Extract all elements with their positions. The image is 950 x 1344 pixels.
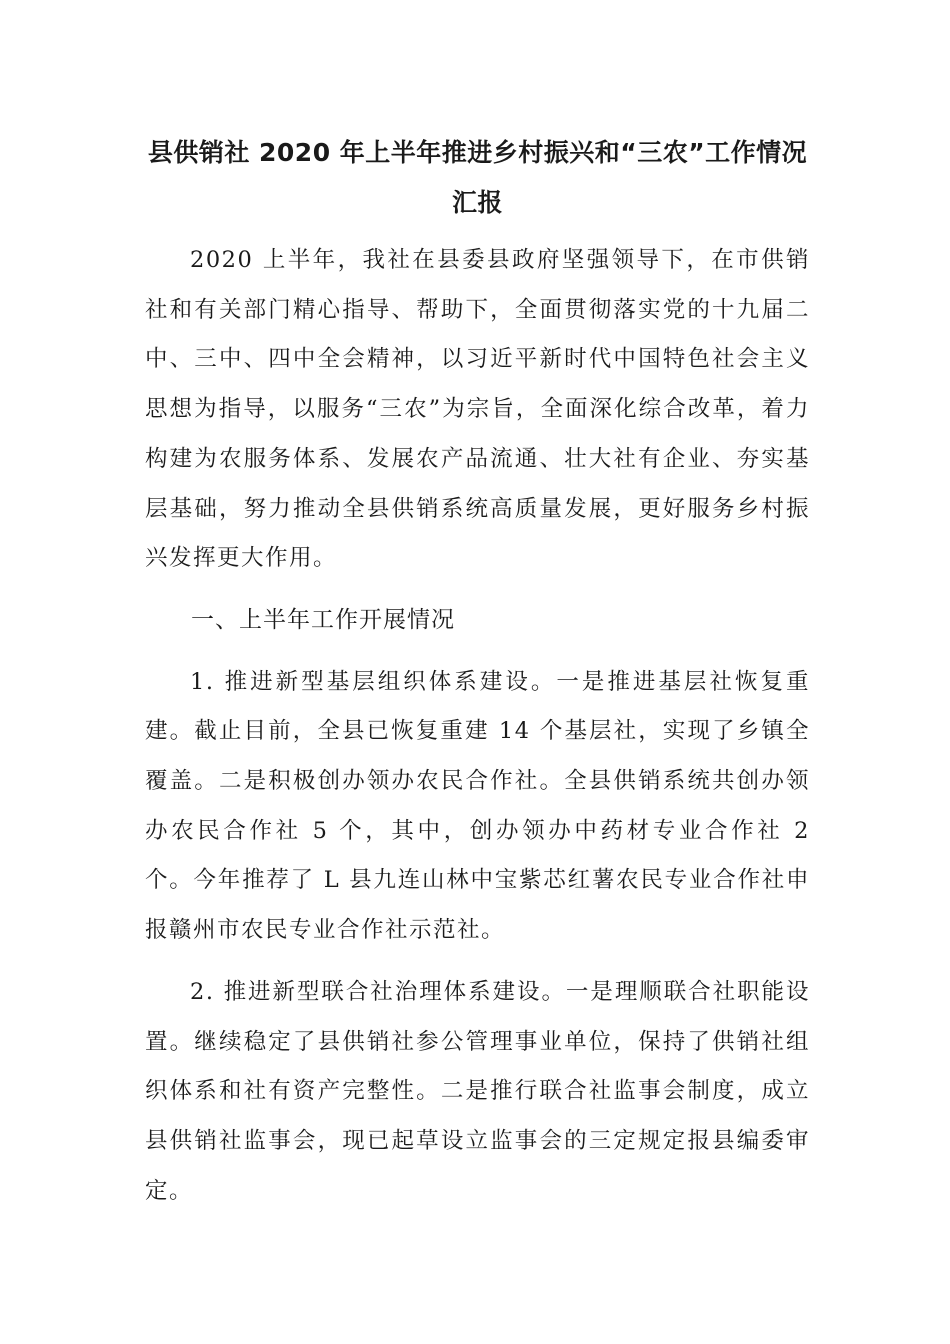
item-paragraph-2: 2. 推进新型联合社治理体系建设。一是理顺联合社职能设置。继续稳定了县供销社参公管理事业单位，保持了供销社组织体系和社有资产完整性。二是推行联合社监事会制度，成立县供销社监事会，现已起草设立监事会的三定规定报县编委审定。 — [145, 978, 810, 1204]
section-heading-1: 一、上半年工作开展情况 — [191, 606, 455, 633]
document-body — [145, 128, 810, 1216]
item-paragraph-1: 1. 推进新型基层组织体系建设。一是推进基层社恢复重建。截止目前，全县已恢复重建 14 个基层社，实现了乡镇全覆盖。二是积极创办领办农民合作社。全县供销系统共创办领办农民合作社 5 个，其中，创办领办中药材专业合作社 2 个。今年推荐了 L 县九连山林中宝紫芯红薯农民专业合作社申报赣州市农民专业合作社示范社。 — [145, 668, 810, 944]
title-line-1: 县供销社 2020 年上半年推进乡村振兴和“三农”工作情况 — [147, 138, 808, 167]
title-line-2: 汇报 — [451, 188, 503, 217]
document-title — [145, 128, 810, 228]
intro-paragraph: 2020 上半年，我社在县委县政府坚强领导下，在市供销社和有关部门精心指导、帮助下，全面贯彻落实党的十九届二中、三中、四中全会精神，以习近平新时代中国特色社会主义思想为指导，以服务“三农”为宗旨，全面深化综合改革，着力构建为农服务体系、发展农产品流通、壮大社有企业、夯实基层基础，努力推动全县供销系统高质量发展，更好服务乡村振兴发挥更大作用。 — [145, 247, 810, 572]
